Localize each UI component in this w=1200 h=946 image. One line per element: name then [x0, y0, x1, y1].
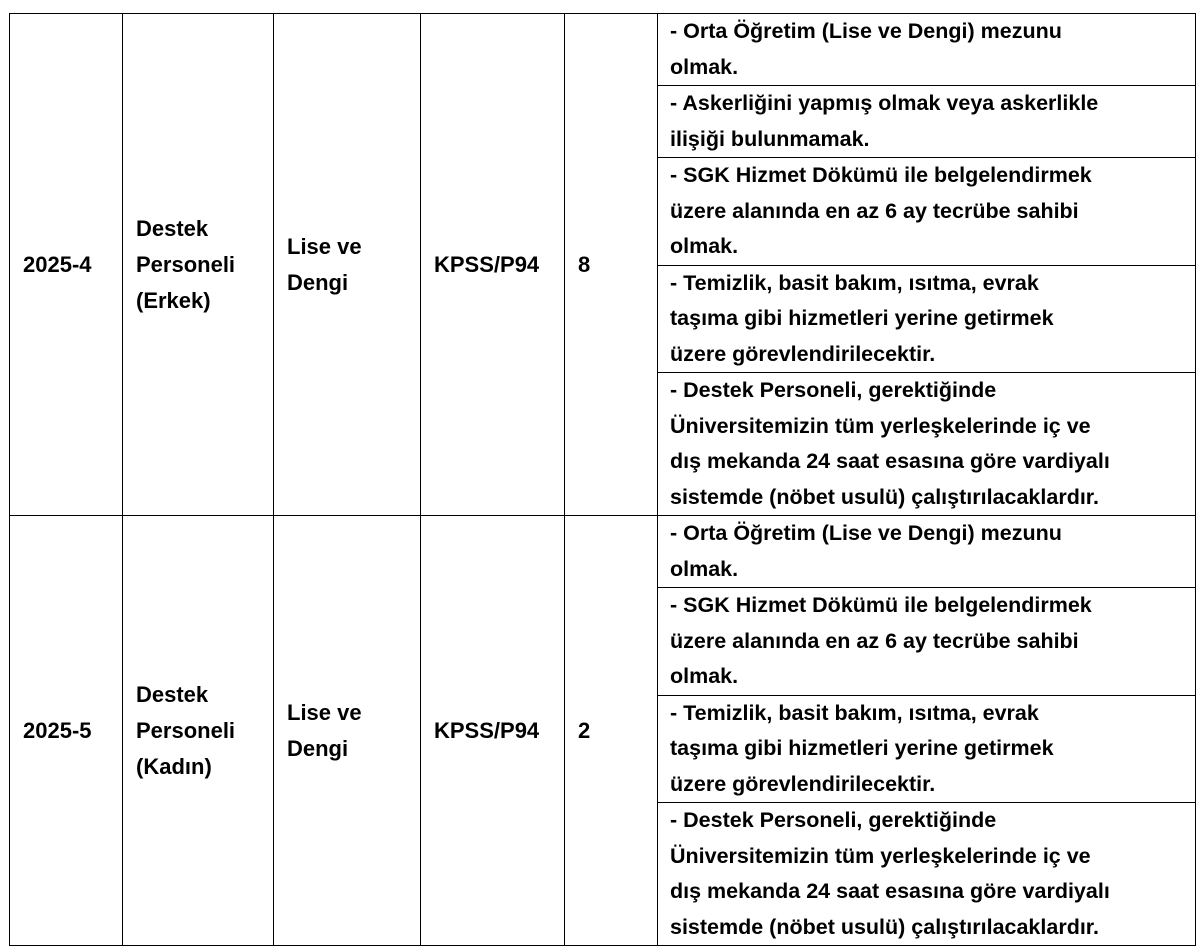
table-row: [10, 14, 1196, 86]
requirement-item: - SGK Hizmet Dökümü ile belgelendirmek üzere alanında en az 6 ay tecrübe sahibi olmak.: [658, 158, 1196, 266]
position-table: [9, 13, 1196, 946]
requirement-item: - Temizlik, basit bakım, ısıtma, evrak taşıma gibi hizmetleri yerine getirmek üzere görevlendirilecektir.: [658, 265, 1196, 373]
education-level: Lise ve Dengi: [274, 14, 421, 516]
requirement-item: - Orta Öğretim (Lise ve Dengi) mezunu olmak.: [658, 14, 1196, 86]
position-title: Destek Personeli (Erkek): [123, 14, 274, 516]
requirement-item: - Temizlik, basit bakım, ısıtma, evrak taşıma gibi hizmetleri yerine getirmek üzere görevlendirilecektir.: [658, 695, 1196, 803]
requirement-item: - Destek Personeli, gerektiğinde Üniversitemizin tüm yerleşkelerinde iç ve dış mekanda 24 saat esasına göre vardiyalı sistemde (nöbet usulü) çalıştırılacaklardır.: [658, 803, 1196, 946]
education-level: Lise ve Dengi: [274, 516, 421, 946]
requirement-item: - Destek Personeli, gerektiğinde Üniversitemizin tüm yerleşkelerinde iç ve dış mekanda 24 saat esasına göre vardiyalı sistemde (nöbet usulü) çalıştırılacaklardır.: [658, 373, 1196, 516]
position-count: 8: [565, 14, 658, 516]
position-code: 2025-5: [10, 516, 123, 946]
requirement-item: - Orta Öğretim (Lise ve Dengi) mezunu olmak.: [658, 516, 1196, 588]
requirement-item: - SGK Hizmet Dökümü ile belgelendirmek üzere alanında en az 6 ay tecrübe sahibi olmak.: [658, 588, 1196, 696]
table-row: [10, 516, 1196, 588]
requirement-item: - Askerliğini yapmış olmak veya askerlikle ilişiği bulunmamak.: [658, 86, 1196, 158]
exam-score-type: KPSS/P94: [421, 516, 565, 946]
exam-score-type: KPSS/P94: [421, 14, 565, 516]
position-title: Destek Personeli (Kadın): [123, 516, 274, 946]
position-count: 2: [565, 516, 658, 946]
position-code: 2025-4: [10, 14, 123, 516]
